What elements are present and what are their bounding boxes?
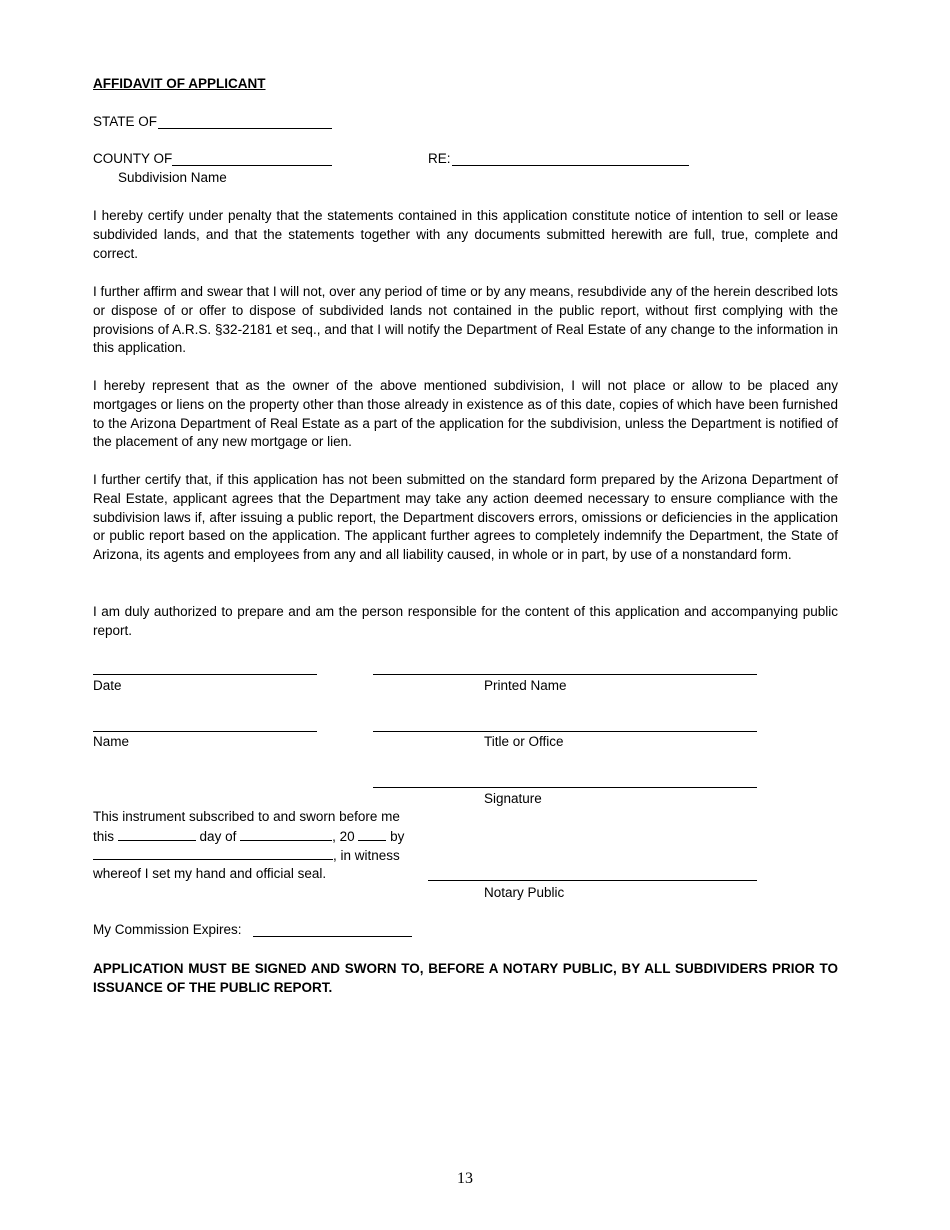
printed-name-label: Printed Name — [484, 678, 567, 693]
commission-expires-line[interactable] — [253, 936, 412, 937]
county-label: COUNTY OF — [93, 151, 173, 166]
notary-this-text: this — [93, 829, 115, 844]
title-office-line[interactable] — [373, 731, 757, 732]
state-label: STATE OF — [93, 114, 157, 129]
re-label: RE: — [428, 151, 451, 166]
notary-line-1: This instrument subscribed to and sworn before me — [93, 809, 400, 824]
page-title: AFFIDAVIT OF APPLICANT — [93, 76, 266, 91]
notary-line-4: whereof I set my hand and official seal. — [93, 866, 327, 881]
state-input-line[interactable] — [158, 128, 332, 129]
notary-day-blank[interactable] — [118, 828, 196, 841]
title-office-label: Title or Office — [484, 734, 564, 749]
notary-public-label: Notary Public — [484, 885, 565, 900]
subdivision-name-input-line[interactable] — [452, 165, 689, 166]
name-label: Name — [93, 734, 130, 749]
notary-line-2 — [93, 828, 404, 844]
paragraph-represent: I hereby represent that as the owner of the above mentioned subdivision, I will not place or allow to be placed any mortgages or liens on the property other than those already in existence as of this date, copies of which have been furnished to the Arizona Department of Real Estate as a part of the application for the subdivision, unless the Department is notified of the placement of any new mortgage or lien. — [93, 378, 838, 450]
notary-name-blank[interactable] — [93, 847, 333, 860]
notary-public-line[interactable] — [428, 880, 757, 881]
signature-label: Signature — [484, 791, 542, 806]
printed-name-line[interactable] — [373, 674, 757, 675]
notary-20-text: , 20 — [332, 829, 355, 844]
name-line[interactable] — [93, 731, 317, 732]
notary-day-of-text: day of — [199, 829, 237, 844]
paragraph-authorized: I am duly authorized to prepare and am the person responsible for the content of this application and accompanying public report. — [93, 604, 838, 638]
date-line[interactable] — [93, 674, 317, 675]
paragraph-nonstandard-form: I further certify that, if this application has not been submitted on the standard form prepared by the Arizona Department of Real Estate, applicant agrees that the Department may take any action deemed necessary to ensure compliance with the subdivision laws if, after issuing a public report, the Department discovers errors, omissions or deficiencies in the application or public report based on the application. The applicant further agrees to completely indemnify the Department, the State of Arizona, its agents and employees from any and all liability caused, in whole or in part, by use of a nonstandard form. — [93, 472, 838, 563]
county-input-line[interactable] — [172, 165, 332, 166]
notary-month-blank[interactable] — [240, 828, 332, 841]
notary-line-3 — [93, 847, 400, 863]
subdivision-name-label: Subdivision Name — [118, 170, 227, 185]
paragraph-affirm: I further affirm and swear that I will not, over any period of time or by any means, resubdivide any of the herein described lots or dispose of or offer to dispose of subdivided lands not contained in the public report, without first complying with the provisions of A.R.S. §32-2181 et seq., and that I will notify the Department of Real Estate of any change to the information in this application. — [93, 284, 838, 356]
notary-requirement-notice: APPLICATION MUST BE SIGNED AND SWORN TO, BEFORE A NOTARY PUBLIC, BY ALL SUBDIVIDERS PRIOR TO ISSUANCE OF THE PUBLIC REPORT. — [93, 961, 838, 995]
commission-expires-label: My Commission Expires: — [93, 922, 242, 937]
paragraph-certify: I hereby certify under penalty that the statements contained in this application constitute notice of intention to sell or lease subdivided lands, and that the statements together with any documents submitted herewith are full, true, complete and correct. — [93, 208, 838, 261]
date-label: Date — [93, 678, 122, 693]
notary-year-blank[interactable] — [358, 828, 386, 841]
notary-by-text: by — [390, 829, 405, 844]
signature-line[interactable] — [373, 787, 757, 788]
page-number: 13 — [457, 1170, 473, 1187]
notary-witness-text: , in witness — [333, 848, 400, 863]
